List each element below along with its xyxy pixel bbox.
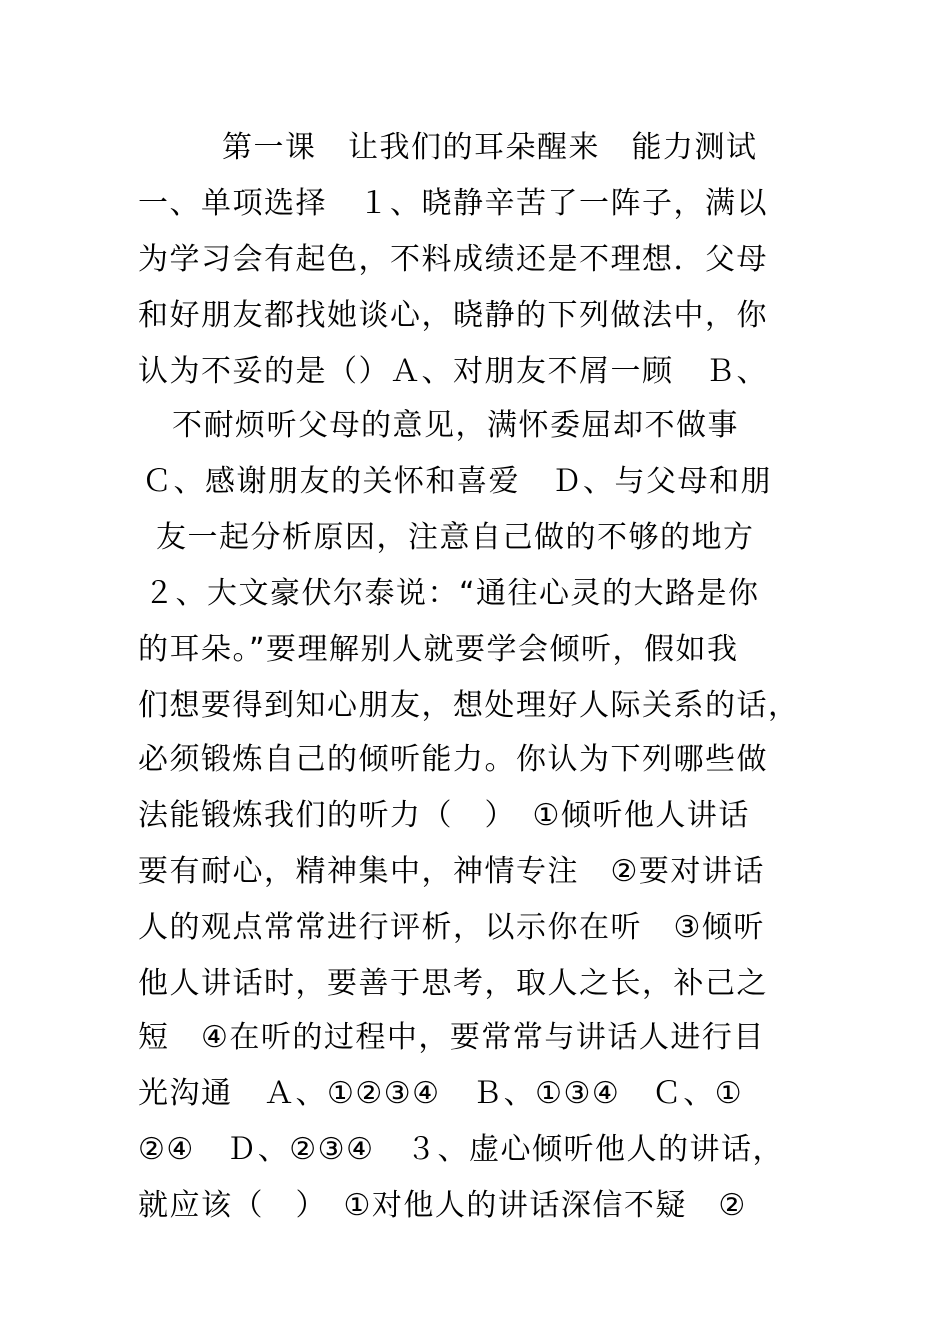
text-line: ②④ Ｄ、②③④ ３、虚心倾听他人的讲话， xyxy=(138,1132,784,1167)
text-line: 不耐烦听父母的意见，满怀委屈却不做事 xyxy=(172,408,739,443)
text-line: 法能锻炼我们的听力（ ） ①倾听他人讲话 xyxy=(138,798,750,833)
text-line: ２、大文豪伏尔泰说：“通往心灵的大路是你 xyxy=(144,576,760,611)
text-line: 和好朋友都找她谈心，晓静的下列做法中，你 xyxy=(138,298,768,333)
text-line: 要有耐心，精神集中，神情专注 ②要对讲话 xyxy=(138,854,765,889)
document-title: 第一课 让我们的耳朵醒来 能力测试 xyxy=(222,130,758,165)
text-line: 就应该（ ） ①对他人的讲话深信不疑 ② xyxy=(138,1188,747,1223)
text-line: 友一起分析原因，注意自己做的不够的地方 xyxy=(156,520,755,555)
text-line: 必须锻炼自己的倾听能力。你认为下列哪些做 xyxy=(138,742,768,777)
text-line: 短 ④在听的过程中，要常常与讲话人进行目 xyxy=(138,1020,765,1055)
text-line: 一、单项选择 １、晓静辛苦了一阵子，满以 xyxy=(138,186,768,221)
text-line: 的耳朵。”要理解别人就要学会倾听，假如我 xyxy=(138,632,739,667)
text-line: 光沟通 Ａ、①②③④ Ｂ、①③④ Ｃ、① xyxy=(138,1076,744,1111)
text-line: 们想要得到知心朋友，想处理好人际关系的话， xyxy=(138,688,800,723)
text-line: 他人讲话时，要善于思考，取人之长，补己之 xyxy=(138,966,768,1001)
text-line: Ｃ、感谢朋友的关怀和喜爱 Ｄ、与父母和朋 xyxy=(142,464,772,499)
text-line: 认为不妥的是（）Ａ、对朋友不屑一顾 Ｂ、 xyxy=(138,354,768,389)
text-line: 为学习会有起色，不料成绩还是不理想．父母 xyxy=(138,242,768,277)
text-line: 人的观点常常进行评析，以示你在听 ③倾听 xyxy=(138,910,765,945)
